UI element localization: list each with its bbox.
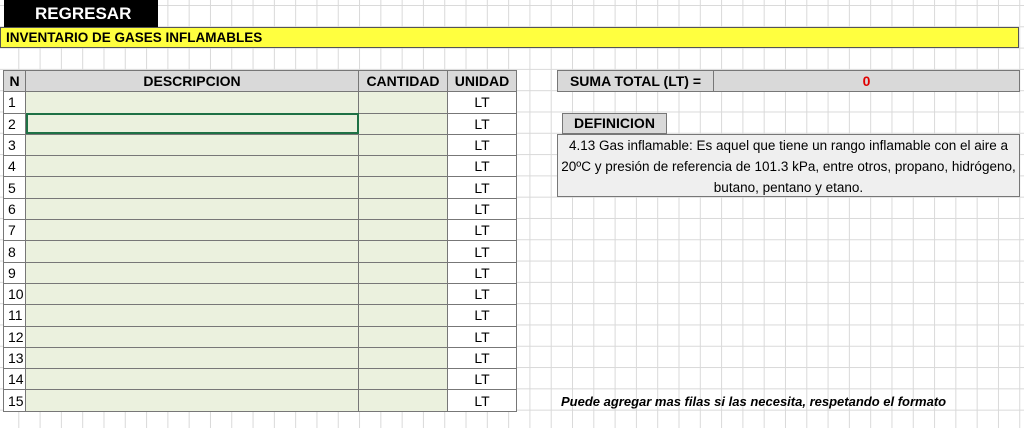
- unidad-cell: LT: [448, 92, 517, 113]
- row-number-cell: 7: [4, 220, 26, 241]
- descripcion-input-cell[interactable]: [26, 305, 359, 326]
- descripcion-input-cell[interactable]: [26, 156, 359, 177]
- unidad-cell: LT: [448, 369, 517, 390]
- row-number-cell: 4: [4, 156, 26, 177]
- cantidad-input-cell[interactable]: [359, 326, 448, 347]
- table-row: [4, 326, 517, 347]
- cantidad-input-cell[interactable]: [359, 283, 448, 304]
- descripcion-input-cell[interactable]: [26, 390, 359, 411]
- unidad-cell: LT: [448, 113, 517, 134]
- unidad-cell: LT: [448, 390, 517, 411]
- row-number-cell: 12: [4, 326, 26, 347]
- unidad-cell: LT: [448, 262, 517, 283]
- row-number-cell: 9: [4, 262, 26, 283]
- unidad-cell: LT: [448, 134, 517, 155]
- descripcion-input-cell[interactable]: [26, 283, 359, 304]
- table-row: [4, 390, 517, 411]
- descripcion-input-cell[interactable]: [26, 369, 359, 390]
- cantidad-input-cell[interactable]: [359, 262, 448, 283]
- table-row: [4, 92, 517, 113]
- row-number-cell: 11: [4, 305, 26, 326]
- table-row: [4, 347, 517, 368]
- row-number-cell: 14: [4, 369, 26, 390]
- table-row: [4, 283, 517, 304]
- table-row: [4, 156, 517, 177]
- cantidad-input-cell[interactable]: [359, 198, 448, 219]
- cantidad-input-cell[interactable]: [359, 134, 448, 155]
- unidad-cell: LT: [448, 305, 517, 326]
- cantidad-input-cell[interactable]: [359, 347, 448, 368]
- table-row: [4, 305, 517, 326]
- descripcion-input-cell[interactable]: [26, 241, 359, 262]
- cantidad-input-cell[interactable]: [359, 220, 448, 241]
- page-title: INVENTARIO DE GASES INFLAMABLES: [0, 27, 1019, 48]
- row-number-cell: 15: [4, 390, 26, 411]
- cantidad-input-cell[interactable]: [359, 241, 448, 262]
- table-row: [4, 262, 517, 283]
- suma-total-label: SUMA TOTAL (LT) =: [557, 70, 714, 92]
- header-cantidad: CANTIDAD: [359, 71, 448, 92]
- table-header-row: [4, 71, 517, 92]
- row-number-cell: 3: [4, 134, 26, 155]
- unidad-cell: LT: [448, 347, 517, 368]
- unidad-cell: LT: [448, 156, 517, 177]
- header-unidad: UNIDAD: [448, 71, 517, 92]
- unidad-cell: LT: [448, 177, 517, 198]
- row-number-cell: 8: [4, 241, 26, 262]
- cantidad-input-cell[interactable]: [359, 305, 448, 326]
- cantidad-input-cell[interactable]: [359, 177, 448, 198]
- header-descripcion: DESCRIPCION: [26, 71, 359, 92]
- row-number-cell: 13: [4, 347, 26, 368]
- table-row: [4, 220, 517, 241]
- cantidad-input-cell[interactable]: [359, 369, 448, 390]
- unidad-cell: LT: [448, 220, 517, 241]
- header-n: N: [4, 71, 26, 92]
- row-number-cell: 5: [4, 177, 26, 198]
- definicion-label: DEFINICION: [562, 113, 667, 134]
- row-number-cell: 10: [4, 283, 26, 304]
- unidad-cell: LT: [448, 241, 517, 262]
- table-row: [4, 369, 517, 390]
- descripcion-input-cell[interactable]: [26, 262, 359, 283]
- descripcion-input-cell[interactable]: [26, 198, 359, 219]
- descripcion-input-cell[interactable]: [26, 326, 359, 347]
- unidad-cell: LT: [448, 198, 517, 219]
- row-number-cell: 6: [4, 198, 26, 219]
- table-row: [4, 241, 517, 262]
- descripcion-input-cell[interactable]: [26, 177, 359, 198]
- unidad-cell: LT: [448, 326, 517, 347]
- descripcion-input-cell[interactable]: [26, 113, 359, 134]
- descripcion-input-cell[interactable]: [26, 92, 359, 113]
- descripcion-input-cell[interactable]: [26, 220, 359, 241]
- cantidad-input-cell[interactable]: [359, 92, 448, 113]
- definicion-text: 4.13 Gas inflamable: Es aquel que tiene un rango inflamable con el aire a 20ºC y presión de referencia de 101.3 kPa, entre otros, propano, hidrógeno, butano, pentano y etano.: [557, 134, 1020, 197]
- descripcion-input-cell[interactable]: [26, 134, 359, 155]
- note-text: Puede agregar mas filas si las necesita, respetando el formato: [561, 394, 947, 409]
- descripcion-input-cell[interactable]: [26, 347, 359, 368]
- table-row: [4, 113, 517, 134]
- inventory-table: [3, 70, 517, 412]
- cantidad-input-cell[interactable]: [359, 156, 448, 177]
- row-number-cell: 1: [4, 92, 26, 113]
- table-row: [4, 198, 517, 219]
- cantidad-input-cell[interactable]: [359, 390, 448, 411]
- regresar-button[interactable]: REGRESAR: [4, 0, 158, 27]
- cantidad-input-cell[interactable]: [359, 113, 448, 134]
- suma-total-value: 0: [714, 70, 1020, 92]
- table-row: [4, 134, 517, 155]
- unidad-cell: LT: [448, 283, 517, 304]
- row-number-cell: 2: [4, 113, 26, 134]
- table-row: [4, 177, 517, 198]
